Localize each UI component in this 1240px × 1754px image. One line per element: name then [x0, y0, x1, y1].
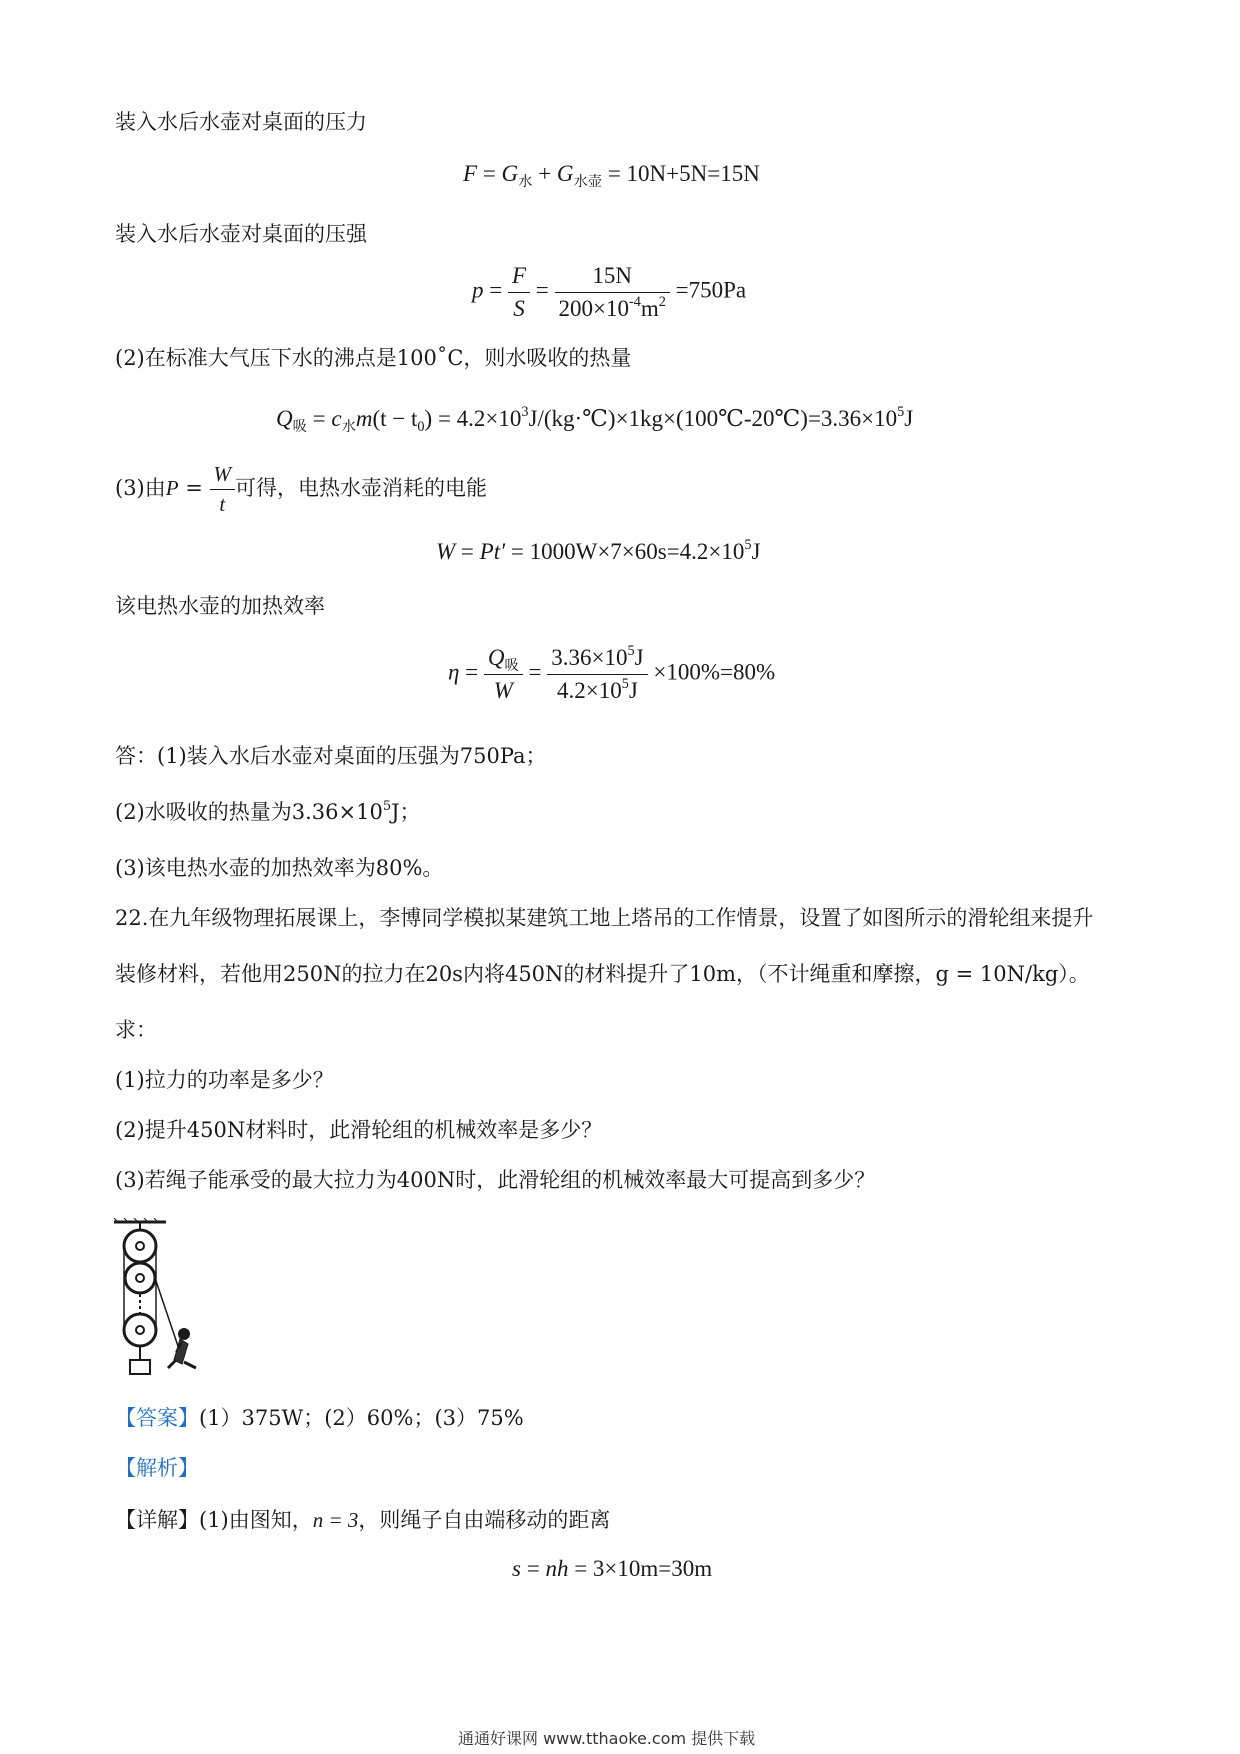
question-22-line-1: 22.在九年级物理拓展课上，李博同学模拟某建筑工地上塔吊的工作情景，设置了如图所示的滑轮组来提升	[115, 906, 1094, 930]
question-22-part-3: (3)若绳子能承受的最大拉力为400N时，此滑轮组的机械效率最大可提高到多少？	[115, 1168, 876, 1192]
question-22-part-2: (2)提升450N材料时，此滑轮组的机械效率是多少？	[115, 1118, 603, 1142]
pulley-diagram	[110, 1218, 210, 1380]
formula-heat: $Q_吸 = c_水m(t - t_0)$ = $4.2\times 10^3J/(kg\cdot℃)\times 1kg\times(100℃-20℃)=3.36\times 10^5J$	[276, 404, 914, 435]
answer-line-2: (2)水吸收的热量为$3.36\times 10^5J$；	[115, 798, 421, 824]
text-boiling-point: (2)在标准大气压下水的沸点是100˚C，则水吸收的热量	[115, 346, 632, 370]
text-pressure-force: 装入水后水壶对桌面的压力	[115, 110, 367, 134]
text-pressure-intensity: 装入水后水壶对桌面的压强	[115, 222, 367, 246]
formula-pressure: p = $\frac{F}{S}$ = $\frac{15N}{200\times 10^{-4}m^2}$ =750Pa	[472, 263, 747, 321]
answer-text: (1）375W；(2）60%；(3）75%	[199, 1406, 524, 1430]
formula-efficiency: η = $\frac{Q_吸}{W}$ = $\frac{3.36\times 10^5J}{4.2\times 10^5J}$ ×100%=80%	[448, 643, 776, 703]
answer-line-1: 答：(1)装入水后水壶对桌面的压强为750Pa；	[115, 744, 547, 768]
detail-row: 【详解】(1)由图知，n = 3，则绳子自由端移动的距离	[115, 1508, 611, 1532]
answer-row	[115, 1406, 524, 1431]
analysis-tag: 【解析】	[115, 1456, 199, 1480]
formula-distance: s = nh = 3×10m=30m	[512, 1556, 713, 1581]
answer-line-3: (3)该电热水壶的加热效率为80%。	[115, 856, 444, 880]
question-22-part-1: (1)拉力的功率是多少？	[115, 1068, 334, 1092]
text-efficiency: 该电热水壶的加热效率	[115, 594, 325, 618]
formula-energy: $W = Pt' = 1000W\times 7\times 60s=4.2\times 10^5J$	[436, 537, 761, 564]
question-22-line-2: 装修材料，若他用250N的拉力在20s内将450N的材料提升了10m，（不计绳重和摩擦，g = 10N/kg）。	[115, 962, 1090, 986]
footer-source: 通通好课网 www.tthaoke.com 提供下载	[458, 1729, 756, 1748]
question-22-ask: 求：	[115, 1018, 157, 1042]
answer-tag: 【答案】	[115, 1406, 199, 1430]
text-power-relation: (3)由P = $\frac{W}{t}$ 可得，电热水壶消耗的电能	[115, 462, 488, 517]
formula-force: $F = G_水 + G_{水壶} = 10N+5N=15N$	[463, 161, 760, 190]
